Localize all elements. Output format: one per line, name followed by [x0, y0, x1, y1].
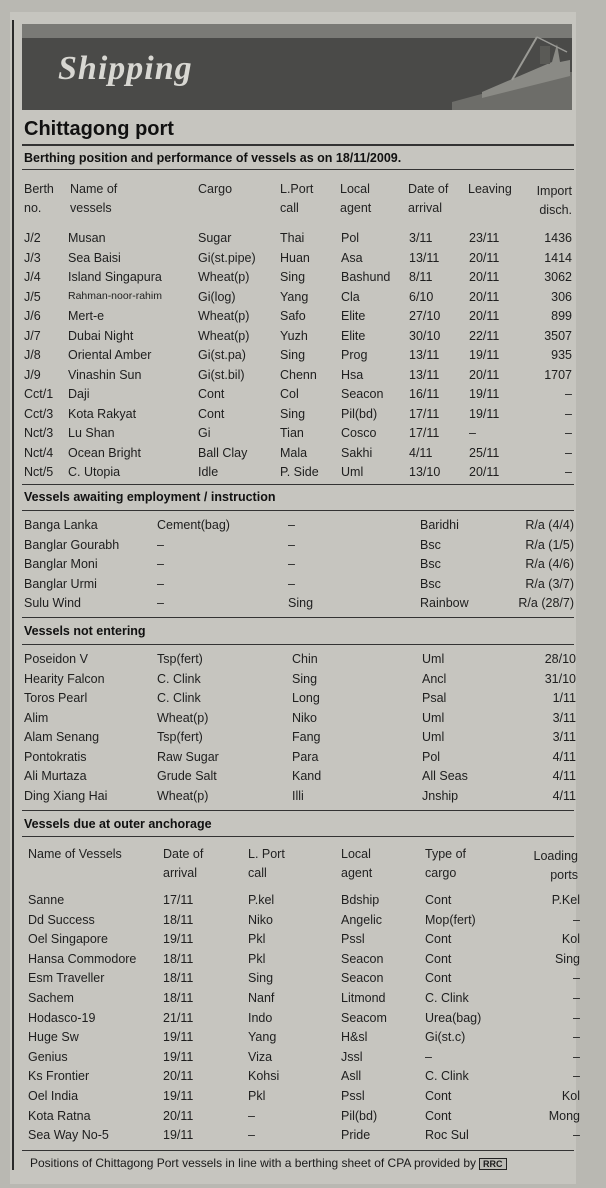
table-cell: 3062: [544, 270, 572, 284]
vessel-name: Lu Shan: [68, 426, 115, 440]
table-cell: Grude Salt: [157, 769, 217, 783]
table-cell: Pkl: [248, 951, 266, 966]
vessel-name: Alim: [24, 710, 49, 725]
table-cell: 1707: [544, 367, 572, 382]
table-cell: Gi(st.pa): [198, 348, 246, 362]
table-cell: –: [288, 518, 295, 532]
table-cell: Idle: [198, 465, 219, 479]
footer-text: Positions of Chittagong Port vessels in line with a berthing sheet of CPA provided by: [30, 1156, 477, 1170]
table-cell: 4/11: [552, 749, 576, 764]
table-cell: Cont: [425, 971, 452, 986]
table-cell: 3/11: [409, 231, 433, 245]
vessel-name: Alam Senang: [24, 730, 100, 744]
table-cell: Wheat(p): [157, 788, 209, 803]
table-cell: –: [565, 406, 572, 421]
vessel-name: Oriental Amber: [68, 348, 152, 362]
table-cell: Sing: [248, 971, 274, 986]
table-cell: Cont: [425, 1108, 452, 1123]
table-cell: Prog: [341, 348, 368, 362]
table-cell: Nanf: [248, 991, 275, 1005]
table-cell: Cont: [425, 893, 452, 907]
column-header: L.Port call: [280, 182, 314, 215]
table-cell: 13/11: [409, 367, 440, 382]
vessel-name: Sachem: [28, 991, 74, 1005]
table-cell: Urea(bag): [425, 1010, 482, 1025]
table-cell: Cont: [198, 387, 225, 401]
column-header: Import disch.: [536, 184, 572, 217]
vessel-name: Ks Frontier: [28, 1069, 90, 1084]
table-cell: Mong: [548, 1108, 580, 1123]
table-cell: Sing: [288, 596, 314, 610]
column-header: Local agent: [340, 182, 372, 215]
table-cell: Niko: [248, 912, 274, 927]
table-cell: Yuzh: [280, 328, 308, 343]
table-cell: 20/11: [163, 1108, 194, 1123]
table-cell: 17/11: [409, 406, 440, 421]
table-cell: 13/11: [409, 348, 440, 362]
divider: [22, 644, 574, 645]
vessel-name: Ali Murtaza: [24, 769, 87, 783]
table-cell: Litmond: [341, 991, 386, 1005]
divider: [22, 810, 574, 811]
vessel-name: Sanne: [28, 893, 65, 907]
table-cell: –: [157, 537, 164, 552]
table-cell: C. Clink: [157, 691, 201, 705]
table-cell: Cont: [425, 1089, 452, 1103]
table-cell: –: [565, 465, 572, 479]
table-cell: 31/10: [544, 671, 576, 686]
table-cell: Seacon: [341, 387, 384, 401]
table-cell: Seacon: [341, 951, 384, 966]
table-cell: 20/11: [469, 289, 500, 304]
vessel-name: Oel India: [28, 1089, 79, 1103]
table-cell: 899: [551, 309, 572, 323]
table-cell: 19/11: [469, 387, 500, 401]
column-header: Name of Vessels: [28, 847, 122, 861]
section-title: Shipping: [58, 50, 193, 87]
table-cell: Gi(st.bil): [198, 367, 245, 382]
table-cell: 4/11: [552, 788, 576, 803]
table-cell: Cont: [425, 932, 452, 947]
table-cell: 6/10: [409, 289, 434, 304]
table-cell: P. Side: [280, 465, 319, 479]
table-cell: Sing: [280, 348, 306, 362]
table-cell: Nct/3: [24, 426, 54, 440]
table-cell: Fang: [292, 730, 321, 744]
table-cell: 20/11: [469, 465, 500, 479]
table-cell: Gi(st.c): [425, 1030, 466, 1045]
table-cell: –: [573, 1010, 580, 1025]
vessel-name: Sulu Wind: [24, 596, 81, 610]
table-cell: 3/11: [552, 710, 576, 725]
table-cell: –: [573, 1049, 580, 1064]
table-cell: C. Clink: [425, 1069, 469, 1084]
table-cell: Uml: [422, 730, 445, 744]
table-cell: C. Clink: [425, 991, 469, 1005]
table-cell: J/7: [24, 328, 41, 343]
table-cell: Wheat(p): [157, 710, 209, 725]
table-cell: P.Kel: [551, 893, 580, 907]
vessel-name: Kota Ratna: [28, 1108, 91, 1123]
table-cell: Ancl: [422, 671, 447, 686]
table-cell: Para: [292, 749, 319, 764]
table-cell: Jssl: [341, 1049, 363, 1064]
vessel-name: Dubai Night: [68, 328, 134, 343]
table-cell: Bsc: [420, 557, 441, 571]
table-cell: Niko: [292, 710, 318, 725]
column-header: Local agent: [341, 847, 373, 880]
table-cell: –: [288, 557, 295, 571]
section-subtitle: Vessels awaiting employment / instruction: [24, 490, 276, 504]
vessel-name: Island Singapura: [68, 270, 162, 284]
column-header: Date of arrival: [408, 182, 449, 215]
table-cell: R/a (4/6): [525, 557, 574, 571]
table-cell: Sugar: [198, 231, 232, 245]
table-cell: R/a (1/5): [525, 537, 574, 552]
table-cell: 20/11: [469, 270, 500, 284]
vessel-name: Daji: [68, 387, 90, 401]
table-cell: Nct/4: [24, 445, 54, 460]
port-title: Chittagong port: [24, 118, 174, 140]
table-cell: 4/11: [552, 769, 576, 783]
table-cell: Pol: [422, 749, 441, 764]
table-cell: Psal: [422, 691, 447, 705]
table-cell: Angelic: [341, 912, 382, 927]
table-cell: Elite: [341, 328, 366, 343]
column-header: Date of arrival: [163, 847, 204, 880]
table-cell: –: [157, 576, 164, 591]
table-cell: –: [288, 537, 295, 552]
table-cell: Uml: [422, 710, 445, 725]
column-border: [12, 20, 14, 1170]
table-cell: Pil(bd): [341, 406, 378, 421]
divider: [22, 484, 574, 485]
table-cell: 13/10: [409, 465, 441, 479]
vessel-name: Sea Way No-5: [28, 1128, 109, 1143]
section-subtitle: Vessels not entering: [24, 624, 146, 638]
table-cell: 17/11: [163, 893, 194, 907]
table-cell: J/4: [24, 270, 41, 284]
table-cell: 25/11: [469, 445, 500, 460]
table-cell: Illi: [292, 788, 304, 803]
table-cell: Hsa: [341, 367, 364, 382]
table-cell: Chin: [292, 652, 318, 666]
table-cell: 19/11: [469, 348, 500, 362]
table-cell: J/3: [24, 250, 41, 265]
column-header: Leaving: [468, 182, 512, 196]
table-cell: –: [157, 557, 164, 571]
section-subtitle: Vessels due at outer anchorage: [24, 817, 212, 831]
vessel-name: Banglar Urmi: [24, 576, 97, 591]
table-cell: Sing: [292, 671, 318, 686]
vessel-name: Esm Traveller: [28, 971, 105, 986]
table-cell: Kand: [292, 769, 322, 783]
table-cell: 18/11: [163, 951, 194, 966]
table-cell: 1414: [544, 250, 572, 265]
section-subtitle: Berthing position and performance of vessels as on 18/11/2009.: [24, 151, 402, 165]
table-cell: Pride: [341, 1128, 371, 1143]
table-cell: 18/11: [163, 912, 194, 927]
table-cell: 3507: [544, 328, 572, 343]
vessel-name: Poseidon V: [24, 652, 88, 666]
table-cell: Jnship: [422, 788, 459, 803]
vessel-name: Ocean Bright: [68, 445, 141, 460]
table-cell: Long: [292, 691, 320, 705]
table-cell: 17/11: [409, 426, 440, 440]
table-cell: 19/11: [163, 1128, 194, 1143]
table-cell: Kol: [561, 932, 580, 947]
table-cell: –: [565, 387, 572, 401]
vessel-name: Banga Lanka: [24, 518, 98, 532]
column-header: Cargo: [198, 182, 233, 196]
column-header: Type of cargo: [425, 847, 466, 880]
table-cell: Pol: [341, 231, 360, 245]
table-cell: J/9: [24, 367, 41, 382]
table-cell: –: [469, 426, 476, 440]
table-cell: 1/11: [552, 691, 576, 705]
table-cell: Pil(bd): [341, 1108, 378, 1123]
table-cell: Safo: [280, 309, 306, 323]
vessel-name: Hearity Falcon: [24, 671, 105, 686]
vessel-name: Ding Xiang Hai: [24, 788, 108, 803]
table-cell: –: [248, 1128, 255, 1143]
vessel-name: Musan: [68, 231, 106, 245]
vessel-name: Banglar Gourabh: [24, 537, 120, 552]
table-cell: Uml: [341, 465, 364, 479]
table-cell: Bsc: [420, 537, 441, 552]
table-cell: Bdship: [341, 893, 380, 907]
table-cell: Tsp(fert): [157, 730, 203, 744]
column-header: L. Port call: [248, 847, 285, 880]
ship-illustration: [442, 32, 572, 110]
table-cell: Cont: [425, 951, 452, 966]
vessel-name: Banglar Moni: [24, 557, 98, 571]
table-cell: R/a (3/7): [525, 576, 574, 591]
table-cell: H&sl: [341, 1030, 368, 1045]
divider: [22, 169, 574, 170]
table-cell: 20/11: [469, 309, 500, 323]
table-cell: Seacon: [341, 971, 384, 986]
table-cell: Bsc: [420, 576, 441, 591]
table-cell: Rainbow: [420, 596, 469, 610]
table-cell: 935: [551, 348, 572, 362]
table-cell: 8/11: [409, 270, 433, 284]
table-cell: Cement(bag): [157, 518, 230, 532]
vessel-name: Pontokratis: [24, 749, 87, 764]
table-cell: –: [248, 1108, 255, 1123]
table-cell: Roc Sul: [425, 1128, 469, 1143]
divider: [22, 144, 574, 146]
table-cell: Nct/5: [24, 465, 54, 479]
table-cell: R/a (4/4): [525, 518, 574, 532]
table-cell: –: [288, 576, 295, 591]
column-header: Berth no.: [24, 182, 54, 215]
table-cell: Seacom: [341, 1010, 387, 1025]
table-cell: Tsp(fert): [157, 652, 203, 666]
table-cell: 19/11: [469, 406, 500, 421]
table-cell: 21/11: [163, 1010, 194, 1025]
table-cell: Cla: [341, 289, 360, 304]
table-cell: 3/11: [552, 730, 576, 744]
table-cell: 19/11: [163, 1030, 194, 1045]
table-cell: –: [573, 971, 580, 986]
table-cell: Kohsi: [248, 1069, 280, 1084]
table-cell: Huan: [280, 250, 310, 265]
table-cell: 20/11: [469, 250, 500, 265]
table-cell: Wheat(p): [198, 309, 250, 323]
table-cell: Cct/1: [24, 387, 54, 401]
table-cell: 22/11: [469, 328, 500, 343]
table-cell: Col: [280, 387, 299, 401]
column-header: Name of vessels: [70, 182, 118, 215]
table-cell: Yang: [248, 1030, 277, 1045]
table-cell: Uml: [422, 652, 445, 666]
table-cell: Raw Sugar: [157, 749, 219, 764]
table-cell: Kol: [561, 1089, 580, 1103]
table-cell: Viza: [248, 1049, 273, 1064]
table-cell: Indo: [248, 1010, 273, 1025]
divider: [22, 510, 574, 511]
table-cell: Yang: [280, 289, 309, 304]
vessel-name: Oel Singapore: [28, 932, 108, 947]
table-cell: 19/11: [163, 932, 194, 947]
table-cell: Wheat(p): [198, 328, 250, 343]
footer-credit: [30, 1156, 507, 1170]
table-cell: 18/11: [163, 971, 194, 986]
table-cell: Asa: [341, 250, 363, 265]
table-cell: Sing: [280, 270, 306, 284]
table-cell: –: [425, 1049, 432, 1064]
table-cell: Pkl: [248, 932, 266, 947]
vessel-name: Hodasco-19: [28, 1010, 96, 1025]
table-cell: Mop(fert): [425, 912, 476, 927]
table-cell: 19/11: [163, 1089, 194, 1103]
table-cell: 20/11: [469, 367, 500, 382]
vessel-name: Huge Sw: [28, 1030, 79, 1045]
table-cell: Asll: [341, 1069, 362, 1084]
vessel-name: Mert-e: [68, 309, 105, 323]
table-cell: J/6: [24, 309, 41, 323]
table-cell: Cont: [198, 406, 225, 421]
table-cell: 4/11: [409, 445, 433, 460]
table-cell: All Seas: [422, 769, 468, 783]
table-cell: –: [573, 912, 580, 927]
vessel-name: Hansa Commodore: [28, 951, 137, 966]
table-cell: Gi(st.pipe): [198, 250, 256, 265]
table-cell: 20/11: [163, 1069, 194, 1084]
table-cell: Thai: [280, 231, 305, 245]
table-cell: Cct/3: [24, 406, 54, 421]
table-cell: P.kel: [248, 893, 275, 907]
table-cell: Tian: [280, 426, 304, 440]
column-header: Loading ports: [533, 849, 578, 882]
table-cell: 23/11: [469, 231, 500, 245]
table-cell: –: [573, 991, 580, 1005]
table-cell: Wheat(p): [198, 270, 250, 284]
table-cell: –: [565, 426, 572, 440]
table-cell: Elite: [341, 309, 366, 323]
vessel-name: C. Utopia: [68, 465, 121, 479]
divider: [22, 1150, 574, 1151]
table-cell: Sakhi: [341, 445, 373, 460]
table-cell: Pkl: [248, 1089, 266, 1103]
table-cell: 1436: [544, 231, 572, 245]
table-cell: 13/11: [409, 250, 440, 265]
table-cell: –: [565, 445, 572, 460]
table-cell: –: [573, 1069, 580, 1084]
vessel-name: Rahman-noor-rahim: [68, 289, 162, 302]
table-cell: Ball Clay: [198, 445, 248, 460]
vessel-name: Vinashin Sun: [68, 367, 142, 382]
table-cell: Sing: [280, 406, 306, 421]
table-cell: –: [573, 1030, 580, 1045]
table-cell: J/2: [24, 231, 41, 245]
table-cell: 18/11: [163, 991, 194, 1005]
table-cell: J/8: [24, 348, 41, 362]
table-cell: 30/10: [409, 328, 441, 343]
table-cell: 306: [551, 289, 572, 304]
table-cell: Chenn: [280, 367, 317, 382]
divider: [22, 836, 574, 837]
table-cell: J/5: [24, 289, 41, 304]
table-cell: Cosco: [341, 426, 377, 440]
section-banner: [22, 24, 572, 110]
vessel-name: Sea Baisi: [68, 250, 121, 265]
table-cell: Baridhi: [420, 518, 459, 532]
table-cell: Pssl: [341, 1089, 365, 1103]
table-cell: C. Clink: [157, 671, 201, 686]
table-cell: Gi: [198, 426, 211, 440]
table-cell: –: [573, 1128, 580, 1143]
table-cell: R/a (28/7): [518, 596, 574, 610]
table-cell: Gi(log): [198, 289, 236, 304]
table-cell: 16/11: [409, 387, 440, 401]
vessel-name: Toros Pearl: [24, 691, 88, 705]
table-cell: Pssl: [341, 932, 365, 947]
divider: [22, 617, 574, 618]
vessel-name: Dd Success: [28, 912, 95, 927]
vessel-name: Genius: [28, 1049, 68, 1064]
vessel-name: Kota Rakyat: [68, 406, 137, 421]
table-cell: 28/10: [544, 652, 576, 666]
table-cell: Bashund: [341, 270, 391, 284]
footer-logo: RRC: [479, 1158, 507, 1170]
table-cell: –: [157, 596, 164, 610]
table-cell: Sing: [554, 951, 580, 966]
table-cell: Mala: [280, 445, 308, 460]
table-cell: 27/10: [409, 309, 441, 323]
table-cell: 19/11: [163, 1049, 194, 1064]
